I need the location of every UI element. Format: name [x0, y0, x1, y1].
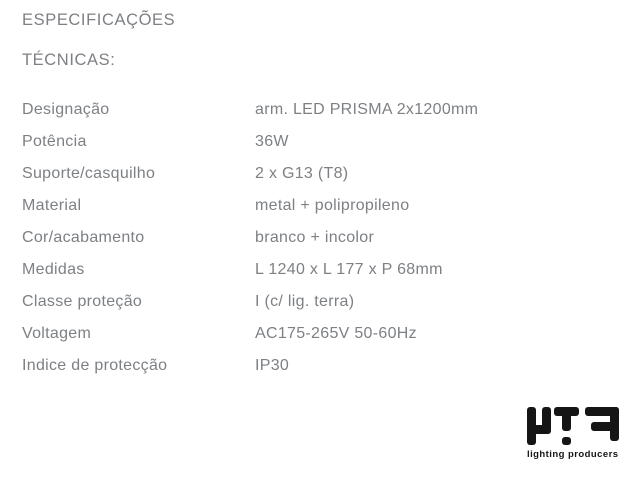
spec-value: IP30 [255, 357, 290, 374]
spec-label: Designação [22, 101, 110, 118]
table-row [22, 126, 582, 158]
spec-value: arm. LED PRISMA 2x1200mm [255, 101, 479, 118]
spec-value: I (c/ lig. terra) [255, 293, 355, 310]
page-title [22, 9, 175, 89]
spec-value: 2 x G13 (T8) [255, 165, 349, 182]
spec-value: branco + incolor [255, 229, 375, 246]
table-row [22, 350, 582, 382]
spec-value: metal + polipropileno [255, 197, 410, 214]
spec-label: Indice de protecção [22, 357, 168, 374]
table-row [22, 254, 582, 286]
table-row [22, 222, 582, 254]
htf-logo-icon [527, 407, 623, 447]
spec-table [22, 94, 582, 382]
spec-value: AC175-265V 50-60Hz [255, 325, 417, 342]
spec-label: Medidas [22, 261, 85, 278]
table-row [22, 158, 582, 190]
htf-logo [527, 407, 623, 460]
spec-label: Suporte/casquilho [22, 165, 156, 182]
table-row [22, 286, 582, 318]
table-row [22, 190, 582, 222]
htf-logo-tagline: lighting producers [527, 449, 619, 460]
page-title-line1: ESPECIFICAÇÕES [22, 11, 176, 29]
page-title-line2: TÉCNICAS: [22, 51, 116, 69]
spec-label: Voltagem [22, 325, 92, 342]
spec-value: L 1240 x L 177 x P 68mm [255, 261, 443, 278]
table-row [22, 318, 582, 350]
spec-label: Classe proteção [22, 293, 143, 310]
spec-label: Cor/acabamento [22, 229, 145, 246]
spec-value: 36W [255, 133, 289, 150]
table-row [22, 94, 582, 126]
spec-label: Potência [22, 133, 87, 150]
spec-label: Material [22, 197, 82, 214]
